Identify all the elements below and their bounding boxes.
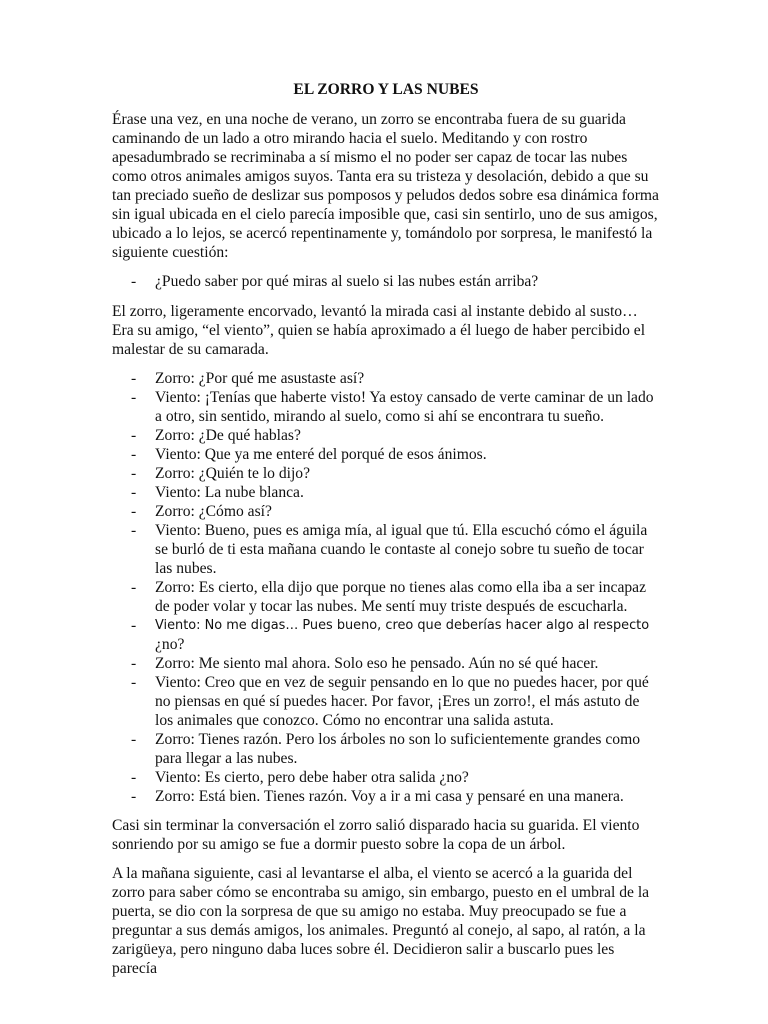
paragraph-surprise: El zorro, ligeramente encorvado, levantó la mirada casi al instante debido al susto… Era su amigo, “el viento”, quien se había aproximado a él luego de haber percibido el malestar de su camarada. bbox=[112, 303, 646, 358]
dash-bullet: - bbox=[131, 522, 137, 539]
dash-bullet: - bbox=[131, 465, 137, 482]
list-item-text: Viento: No me digas… Pues bueno, creo que deberías hacer algo al respecto bbox=[155, 618, 650, 633]
list-item-text: Zorro: ¿Quién te lo dijo? bbox=[155, 465, 311, 482]
dash-bullet: - bbox=[131, 446, 137, 463]
document-body bbox=[112, 80, 660, 988]
list-item bbox=[112, 616, 660, 654]
list-item bbox=[112, 654, 660, 673]
list-item bbox=[112, 502, 660, 521]
list-item bbox=[112, 730, 660, 768]
list-item bbox=[112, 388, 660, 426]
dash-bullet: - bbox=[131, 731, 137, 748]
paragraph-intro: Érase una vez, en una noche de verano, un zorro se encontraba fuera de su guarida caminando de un lado a otro mirando hacia el suelo. Meditando y con rostro apesadumbrado se recriminaba a sí mismo el no poder ser capaz de tocar las nubes como otros animales amigos suyos. Tanta era su tristeza y desolación, debido a que su tan preciado sueño de deslizar sus pomposos y peludos dedos sobre esa dinámica forma sin igual ubicada en el cielo parecía imposible que, casi sin sentirlo, uno de sus amigos, ubicado a lo lejos, se acercó repentinamente y, tomándolo por sorpresa, le manifestó la siguiente cuestión: bbox=[112, 111, 659, 261]
list-item-text: Viento: Que ya me enteré del porqué de esos ánimos. bbox=[155, 446, 487, 463]
list-item-text-continued: ¿no? bbox=[155, 636, 185, 653]
dash-bullet: - bbox=[131, 427, 137, 444]
dash-bullet: - bbox=[131, 674, 137, 691]
dash-bullet: - bbox=[131, 617, 137, 634]
list-item bbox=[112, 673, 660, 730]
list-item bbox=[112, 426, 660, 445]
list-item-text: Zorro: ¿Cómo así? bbox=[155, 503, 272, 520]
list-item bbox=[112, 483, 660, 502]
paragraph-next-morning: A la mañana siguiente, casi al levantarse el alba, el viento se acercó a la guarida del zorro para saber cómo se encontraba su amigo, sin embargo, puesto en el umbral de la puerta, se dio con la sorpresa de que su amigo no estaba. Muy preocupado se fue a preguntar a sus demás amigos, los animales. Preguntó al conejo, al sapo, al ratón, a la zarigüeya, pero ninguno daba luces sobre él. Decidieron salir a buscarlo pues les parecía bbox=[112, 865, 650, 977]
dash-bullet: - bbox=[131, 655, 137, 672]
list-item bbox=[112, 787, 660, 806]
document-title: EL ZORRO Y LAS NUBES bbox=[293, 81, 479, 98]
dash-bullet: - bbox=[131, 484, 137, 501]
list-item-text: Viento: Es cierto, pero debe haber otra salida ¿no? bbox=[155, 769, 469, 786]
dash-bullet: - bbox=[131, 389, 137, 406]
dash-bullet: - bbox=[131, 788, 137, 805]
dash-bullet: - bbox=[131, 503, 137, 520]
list-item-text: Zorro: Está bien. Tienes razón. Voy a ir a mi casa y pensaré en una manera. bbox=[155, 788, 624, 805]
dash-bullet: - bbox=[131, 370, 137, 387]
dash-bullet: - bbox=[131, 769, 137, 786]
list-item-text: Viento: Creo que en vez de seguir pensando en lo que no puedes hacer, por qué no piensas en qué sí puedes hacer. Por favor, ¡Eres un zorro!, el más astuto de los animales que conozco. Cómo no encontrar una salida astuta. bbox=[155, 674, 649, 729]
list-item bbox=[112, 521, 660, 578]
list-item bbox=[112, 272, 660, 291]
list-item-text: Viento: ¡Tenías que haberte visto! Ya estoy cansado de verte caminar de un lado a otro, sin sentido, mirando al suelo, como si ahí se encontrara tu sueño. bbox=[155, 389, 654, 425]
dialogue-list bbox=[112, 369, 660, 806]
list-item bbox=[112, 768, 660, 787]
list-item bbox=[112, 464, 660, 483]
list-item-text: Viento: Bueno, pues es amiga mía, al igual que tú. Ella escuchó cómo el águila se burló de ti esta mañana cuando le contaste al conejo sobre tu sueño de tocar las nubes. bbox=[155, 522, 648, 577]
list-item bbox=[112, 578, 660, 616]
paragraph-departure: Casi sin terminar la conversación el zorro salió disparado hacia su guarida. El viento sonriendo por su amigo se fue a dormir puesto sobre la copa de un árbol. bbox=[112, 817, 640, 853]
list-item bbox=[112, 445, 660, 464]
list-item bbox=[112, 369, 660, 388]
list-item-text: Viento: La nube blanca. bbox=[155, 484, 304, 501]
question-list bbox=[112, 272, 660, 291]
list-item-text: Zorro: Es cierto, ella dijo que porque no tienes alas como ella iba a ser incapaz de poder volar y tocar las nubes. Me sentí muy triste después de escucharla. bbox=[155, 579, 647, 615]
list-item-text: Zorro: Tienes razón. Pero los árboles no son lo suficientemente grandes como para llegar a las nubes. bbox=[155, 731, 641, 767]
dash-bullet: - bbox=[131, 579, 137, 596]
list-item-text: Zorro: ¿De qué hablas? bbox=[155, 427, 301, 444]
list-item-text: Zorro: Me siento mal ahora. Solo eso he pensado. Aún no sé qué hacer. bbox=[155, 655, 599, 672]
list-item-text: ¿Puedo saber por qué miras al suelo si las nubes están arriba? bbox=[155, 273, 539, 290]
list-item-text: Zorro: ¿Por qué me asustaste así? bbox=[155, 370, 365, 387]
dash-bullet: - bbox=[131, 273, 137, 290]
